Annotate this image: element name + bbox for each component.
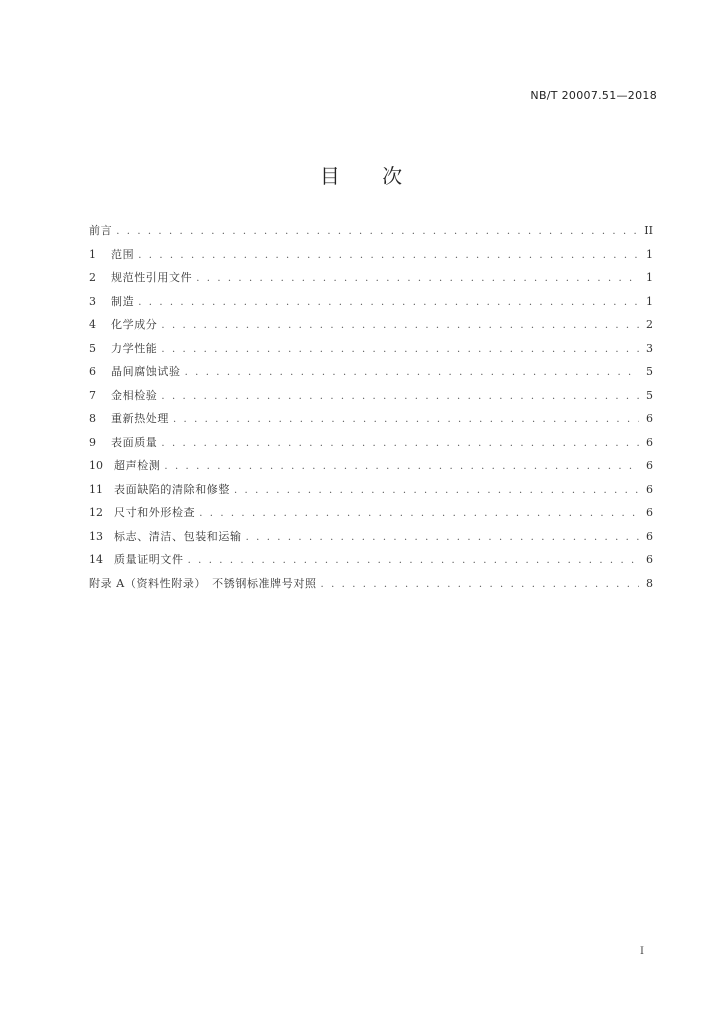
toc-entry-label: 标志、清洁、包装和运输 <box>114 529 242 543</box>
toc-entry-4[interactable] <box>89 316 653 340</box>
dot-leader <box>185 367 639 378</box>
toc-entry-label: 制造 <box>111 294 135 308</box>
table-of-contents <box>89 222 653 598</box>
toc-entry-3[interactable] <box>89 293 653 317</box>
toc-entry-label: 重新热处理 <box>111 412 169 425</box>
toc-entry-page: 5 <box>646 388 653 402</box>
dot-leader <box>138 297 639 308</box>
dot-leader <box>321 579 639 590</box>
dot-leader <box>188 555 639 566</box>
toc-entry-11[interactable] <box>89 481 653 505</box>
toc-entry-page: 1 <box>646 271 653 284</box>
toc-entry-number: 5 <box>89 341 96 355</box>
dot-leader <box>161 438 639 449</box>
dot-leader <box>199 508 639 519</box>
page-title: 目 次 <box>319 164 421 188</box>
toc-entry-number: 14 <box>89 553 103 566</box>
toc-entry-page: 2 <box>646 318 653 331</box>
dot-leader <box>246 532 639 543</box>
toc-entry-label: 前言 <box>89 224 113 237</box>
dot-leader <box>164 461 639 472</box>
toc-entry-7[interactable] <box>89 387 653 411</box>
dot-leader <box>161 320 639 331</box>
toc-entry-number: 13 <box>89 529 103 543</box>
dot-leader <box>116 226 639 237</box>
toc-entry-page: 6 <box>646 506 653 519</box>
toc-entry-number: 4 <box>89 318 96 331</box>
toc-entry-label: 力学性能 <box>111 341 158 355</box>
toc-entry-label: 超声检测 <box>114 459 161 472</box>
toc-entry-12[interactable] <box>89 504 653 528</box>
toc-entry-page: 1 <box>646 294 653 308</box>
toc-entry-number: 6 <box>89 365 96 378</box>
toc-entry-9[interactable] <box>89 434 653 458</box>
toc-entry-14[interactable] <box>89 551 653 575</box>
toc-entry-5[interactable] <box>89 340 653 364</box>
dot-leader <box>161 391 639 402</box>
toc-entry-number: 12 <box>89 506 103 519</box>
toc-entry-page: 3 <box>646 341 653 355</box>
toc-entry-number: 7 <box>89 388 96 402</box>
toc-entry-number: 9 <box>89 435 96 449</box>
dot-leader <box>173 414 639 425</box>
toc-entry-number: 2 <box>89 271 96 284</box>
toc-entry-page: 5 <box>646 365 653 378</box>
toc-entry-page: 6 <box>646 482 653 496</box>
toc-entry-page: 6 <box>646 529 653 543</box>
toc-entry-2[interactable] <box>89 269 653 293</box>
toc-entry-label: 晶间腐蚀试验 <box>111 365 181 378</box>
toc-entry-number: 3 <box>89 294 96 308</box>
toc-entry-13[interactable] <box>89 528 653 552</box>
toc-entry-number: 1 <box>89 247 96 261</box>
standard-code: NB/T 20007.51—2018 <box>530 89 657 102</box>
toc-entry-label: 金相检验 <box>111 388 158 402</box>
toc-entry-page: 6 <box>646 435 653 449</box>
toc-entry-page: 1 <box>646 247 653 261</box>
toc-entry-page: II <box>644 224 653 237</box>
toc-entry-1[interactable] <box>89 246 653 270</box>
toc-entry-label: 表面缺陷的清除和修整 <box>114 482 230 496</box>
toc-entry-label: 附录 A（资料性附录） 不锈钢标准牌号对照 <box>89 576 317 590</box>
toc-entry-8[interactable] <box>89 410 653 434</box>
toc-entry-number: 10 <box>89 459 103 472</box>
toc-entry-page: 6 <box>646 412 653 425</box>
dot-leader <box>161 344 639 355</box>
toc-entry-annex-a[interactable] <box>89 575 653 599</box>
toc-entry-label: 化学成分 <box>111 318 158 331</box>
toc-entry-page: 6 <box>646 459 653 472</box>
toc-entry-6[interactable] <box>89 363 653 387</box>
dot-leader <box>196 273 639 284</box>
toc-entry-page: 8 <box>646 576 653 590</box>
toc-entry-label: 质量证明文件 <box>114 553 184 566</box>
dot-leader <box>138 250 639 261</box>
toc-entry-page: 6 <box>646 553 653 566</box>
toc-entry-label: 表面质量 <box>111 435 158 449</box>
toc-entry-label: 范围 <box>111 247 135 261</box>
toc-entry-number: 8 <box>89 412 96 425</box>
toc-entry-label: 尺寸和外形检查 <box>114 506 196 519</box>
toc-entry-label: 规范性引用文件 <box>111 271 193 284</box>
toc-entry-10[interactable] <box>89 457 653 481</box>
toc-entry-foreword[interactable] <box>89 222 653 246</box>
toc-entry-number: 11 <box>89 482 103 496</box>
dot-leader <box>234 485 639 496</box>
page-number: I <box>640 946 644 957</box>
